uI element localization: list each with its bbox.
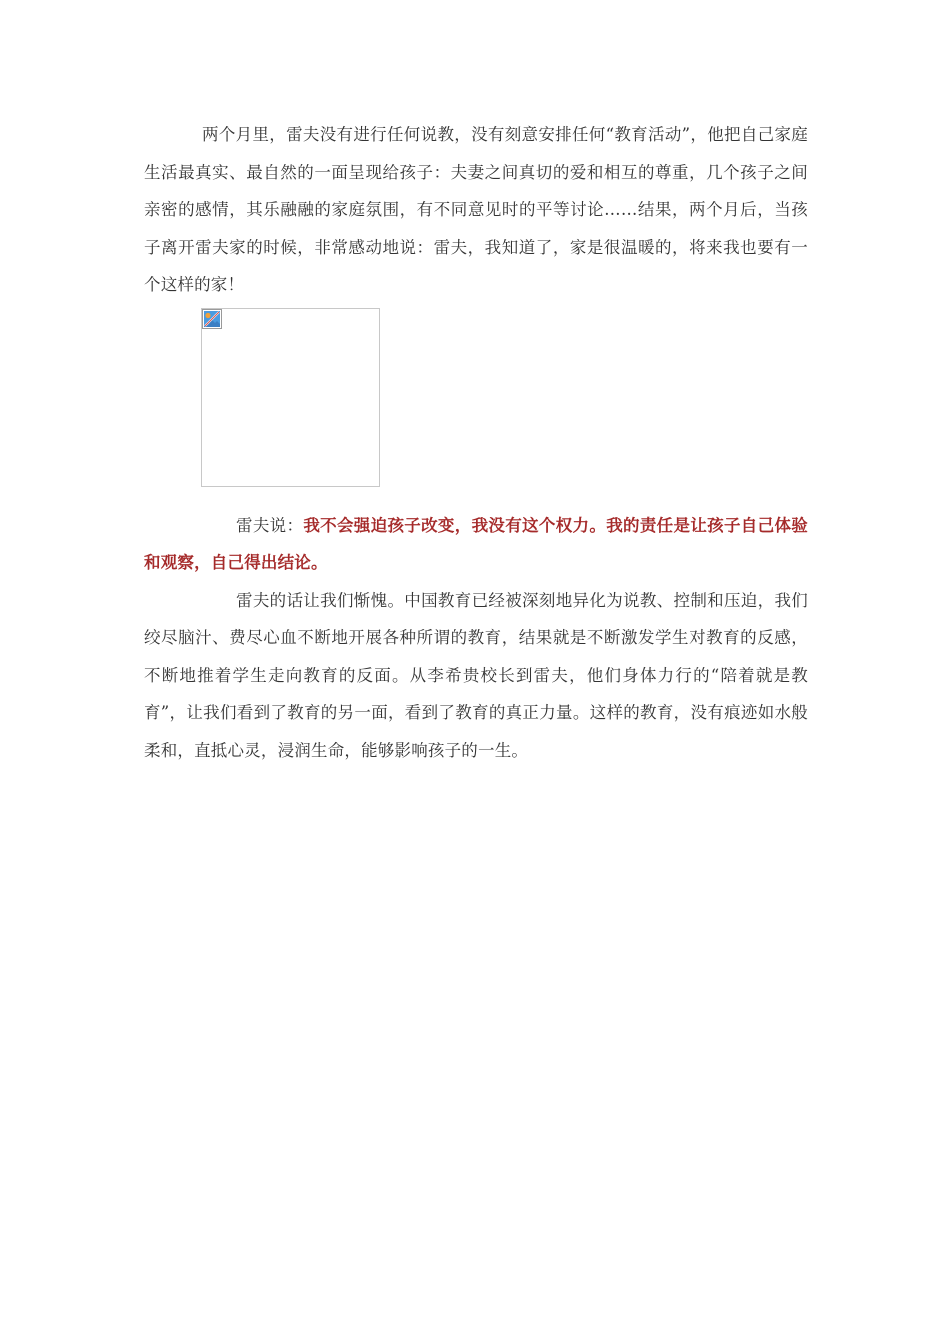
- paragraph-reflection: 雷夫的话让我们惭愧。中国教育已经被深刻地异化为说教、控制和压迫，我们绞尽脑汁、费尽心血不断地开展各种所谓的教育，结果就是不断激发学生对教育的反感，不断地推着学生走向教育的反面。从李希贵校长到雷夫，他们身体力行的“陪着就是教育”，让我们看到了教育的另一面，看到了教育的真正力量。这样的教育，没有痕迹如水般柔和，直抵心灵，浸润生命，能够影响孩子的一生。: [144, 590, 808, 760]
- paragraph-family-life: 两个月里，雷夫没有进行任何说教，没有刻意安排任何“教育活动”，他把自己家庭生活最真实、最自然的一面呈现给孩子：夫妻之间真切的爱和相互的尊重，几个孩子之间亲密的感情，其乐融融的家庭氛围，有不同意见时的平等讨论……结果，两个月后，当孩子离开雷夫家的时候，非常感动地说：雷夫，我知道了，家是很温暖的，将来我也要有一个这样的家！: [144, 125, 808, 294]
- broken-image-icon: [202, 309, 222, 329]
- rafe-quote: 我不会强迫孩子改变，我没有这个权力。我的责任是让孩子自己体验和观察，自己得出结论。: [144, 515, 808, 572]
- speaker-prefix: 雷夫说：: [236, 515, 304, 535]
- document-body: [144, 116, 808, 769]
- image-placeholder: [201, 308, 380, 487]
- quote-paragraph: [144, 507, 808, 582]
